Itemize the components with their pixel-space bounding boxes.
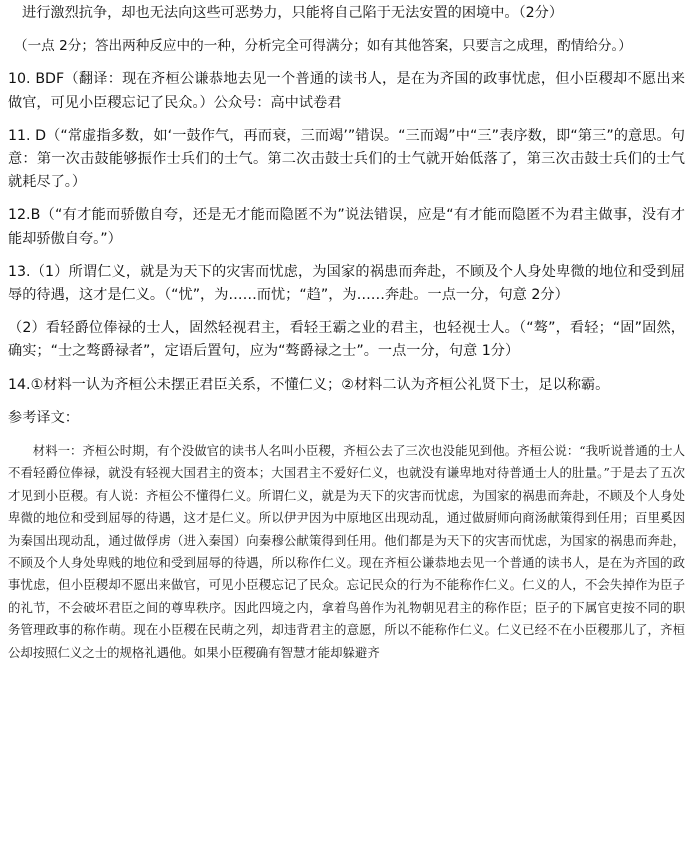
answer-q13-part1: 13.（1）所谓仁义，就是为天下的灾害而忧虑，为国家的祸患而奔赴，不顾及个人身处卑微的地位和受到屈辱的待遇，这才是仁义。（“忧”，为……而忧；“趋”，为……奔赴。一点一分，句意 2分） [8, 263, 685, 304]
answer-q10: 10. BDF（翻译：现在齐桓公谦恭地去见一个普通的读书人，是在为齐国的政事忧虑，但小臣稷却不愿出来做官，可见小臣稷忘记了民众。）公众号：高中试卷君 [8, 71, 685, 111]
answer-q13-part2: （2）看轻爵位俸禄的士人，固然轻视君主，看轻王霸之业的君主，也轻视士人。（“骜”，看轻；“固”固然，确实；“士之骜爵禄者”，定语后置句，应为“骜爵禄之士”。一点一分，句意 1分） [8, 320, 685, 360]
reference-translation-heading: 参考译文： [8, 409, 79, 426]
scoring-note: （一点 2分；答出两种反应中的一种，分析完全可得满分；如有其他答案，只要言之成理，酌情给分。） [14, 38, 632, 55]
answer-page [0, 2, 693, 848]
answer-q12: 12.B（“有才能而骄傲自夸，还是无才能而隐匿不为”说法错误，应是“有才能而隐匿不为君主做事，没有才能却骄傲自夸。”） [8, 207, 685, 247]
answer-q14: 14.①材料一认为齐桓公未摆正君臣关系，不懂仁义；②材料二认为齐桓公礼贤下士，足以称霸。 [8, 376, 610, 393]
reference-translation-body: 材料一：齐桓公时期，有个没做官的读书人名叫小臣稷，齐桓公去了三次也没能见到他。齐桓公说：“我听说普通的士人不看轻爵位俸禄，就没有轻视大国君主的资本；大国君主不爱好仁义，也就没有谦卑地对待普通士人的肚量。”于是去了五次才见到小臣稷。有人说：齐桓公不懂得仁义。所谓仁义，就是为天下的灾害而忧虑，为国家的祸患而奔赴，不顾及个人身处卑微的地位和受到屈辱的待遇，这才是仁义。所以伊尹因为中原地区出现动乱，通过做厨师向商汤献策得到任用；百里奚因为秦国出现动乱，通过做俘虏（进入秦国）向秦穆公献策得到任用。他们都是为天下的灾害而忧虑，为国家的祸患而奔赴，不顾及个人身处卑贱的地位和受到屈辱的待遇，所以称作仁义。现在齐桓公谦恭地去见一个普通的读书人，是在为齐国的政事忧虑，但小臣稷却不愿出来做官，可见小臣稷忘记了民众。忘记民众的行为不能称作仁义。仁义的人，不会失掉作为臣子的礼节，不会破坏君臣之间的尊卑秩序。因此四境之内，拿着鸟兽作为礼物朝见君主的称作臣；臣子的下属官吏按不同的职务管理政事的称作萌。现在小臣稷在民萌之列，却违背君主的意愿，所以不能称作仁义。仁义已经不在小臣稷那儿了，齐桓公却按照仁义之士的规格礼遇他。如果小臣稷确有智慧才能却躲避齐 [8, 443, 685, 660]
answer-q11: 11. D（“常虚指多数，如‘一鼓作气，再而衰，三而竭’”错误。“三而竭”中“三”表序数，即“第三”的意思。句意：第一次击鼓能够振作士兵们的士气。第二次击鼓士兵们的士气就开始低落了，第三次击鼓士兵们的士气就耗尽了。） [8, 127, 685, 191]
answer-line-continuation: 进行激烈抗争，却也无法向这些可恶势力，只能将自己陷于无法安置的困境中。（2分） [22, 5, 564, 21]
